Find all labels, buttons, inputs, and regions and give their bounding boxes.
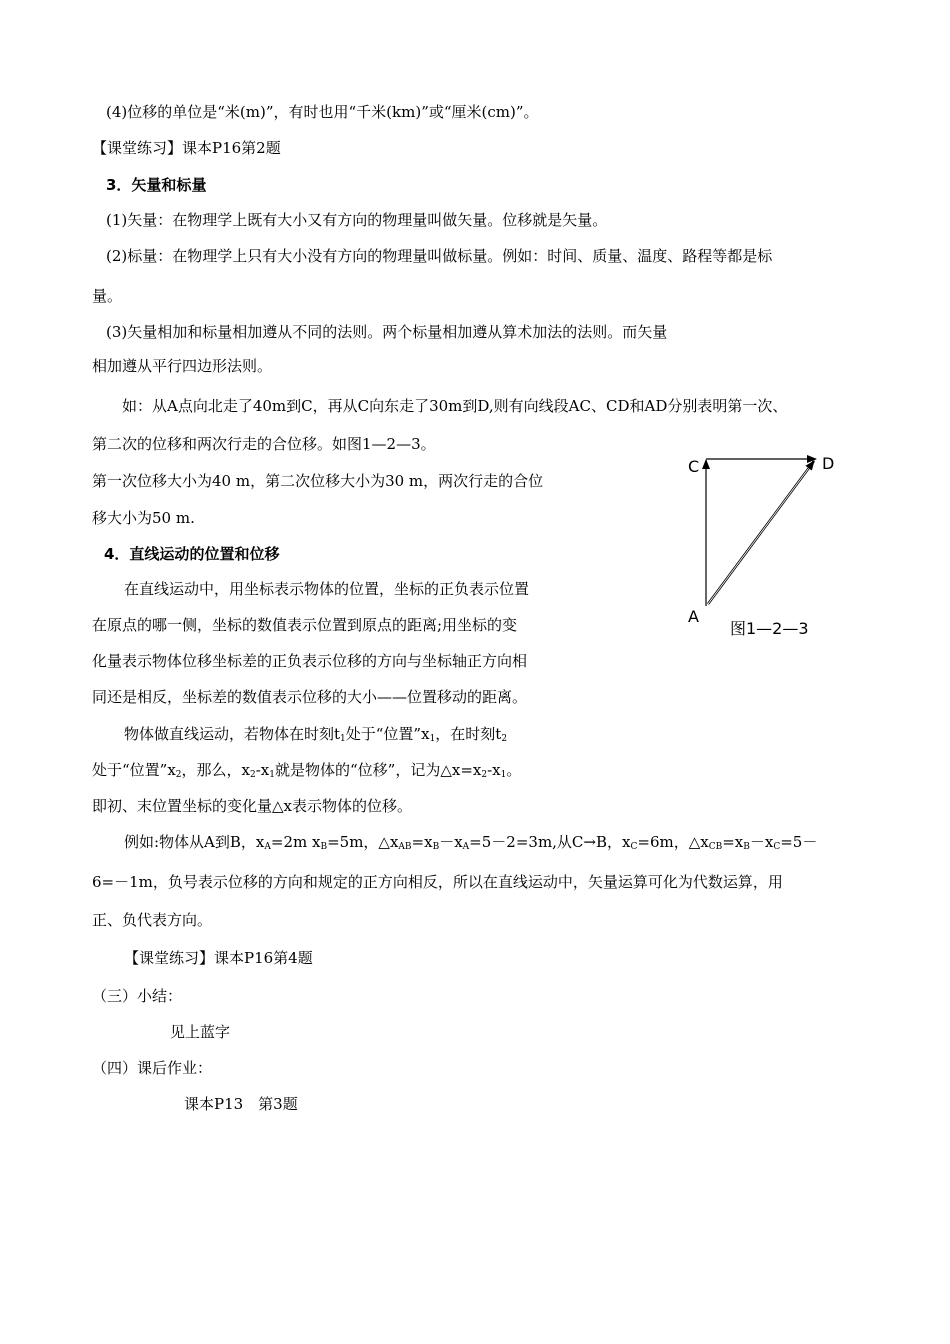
text-line: （四）课后作业： [92,1059,213,1077]
text-line: 处于“位置$”x_2$，那么，$x_2-x_1$就是物体的“位移”，记为$\triangle x=x_2-x_1$。 [92,761,522,780]
point-label-c: C [688,457,700,476]
text-line: 在直线运动中，用坐标表示物体的位置，坐标的正负表示位置 [124,580,530,598]
right-arrow-glyph: → [583,833,596,851]
text-line: 化量表示物体位移坐标差的正负表示位移的方向与坐标轴正方向相 [92,652,528,670]
text-line: (1)矢量：在物理学上既有大小又有方向的物理量叫做矢量。位移就是矢量。 [106,211,608,229]
text-line: (3)矢量相加和标量相加遵从不同的法则。两个标量相加遵从算术加法的法则。而矢量 [106,323,668,341]
section-heading: 3．矢量和标量 [106,176,207,194]
point-label-d: D [822,454,835,473]
text-line: 同还是相反，坐标差的数值表示位移的大小——位置移动的距离。 [92,688,528,706]
text-line: (2)标量：在物理学上只有大小没有方向的物理量叫做标量。例如：时间、质量、温度、路程等都是标 [106,247,773,265]
text-line: 移大小为50 m. [92,509,195,527]
text-line: 如：从A点向北走了40m到C，再从C向东走了30m到D,则有向线段AC、CD和AD分别表明第一次、 [122,397,788,415]
text-line: 相加遵从平行四边形法则。 [92,357,273,375]
text-line: 例如:物体从A到B，$x_A=2m$ $x_B=5m$，$\triangle x_{AB}=x_B-x_A=5-2=3m$,从C→B，$x_C=6m$，$\triangle x_{CB}=x_B-x_C=5-$ [124,833,818,852]
text-line: 【课堂练习】课本P16第4题 [124,949,313,967]
text-line: （三）小结： [92,987,183,1005]
vector-ad-inner [708,461,814,604]
text-line: 物体做直线运动，若物体在时刻$t_1$处于“位置$”x_1$，在时刻$t_2$ [124,725,508,744]
section-heading: 4．直线运动的位置和位移 [104,545,280,563]
text-line: 在原点的哪一侧，坐标的数值表示位置到原点的距离;用坐标的变 [92,616,518,634]
text-line: 正、负代表方向。 [92,911,213,929]
vector-figure [680,448,860,648]
text-line: 即初、末位置坐标的变化量△x表示物体的位移。 [92,797,412,815]
text-line: 6=－1m，负号表示位移的方向和规定的正方向相反，所以在直线运动中，矢量运算可化为代数运算，用 [92,873,783,891]
text-line: 第二次的位移和两次行走的合位移。如图1—2—3。 [92,435,436,453]
point-label-a: A [688,607,699,626]
vector-diagram [680,448,860,648]
text-line: 见上蓝字 [170,1023,231,1041]
text-line: 量。 [92,287,123,305]
figure-caption: 图1—2—3 [730,619,809,638]
text-line: (4)位移的单位是“米(m)”，有时也用“千米(km)”或“厘米(cm)”。 [106,103,539,121]
text-line: 第一次位移大小为40 m，第二次位移大小为30 m，两次行走的合位 [92,472,544,490]
text-line: 课本P13 第3题 [184,1095,298,1113]
text-line: 【课堂练习】课本P16第2题 [92,139,281,157]
